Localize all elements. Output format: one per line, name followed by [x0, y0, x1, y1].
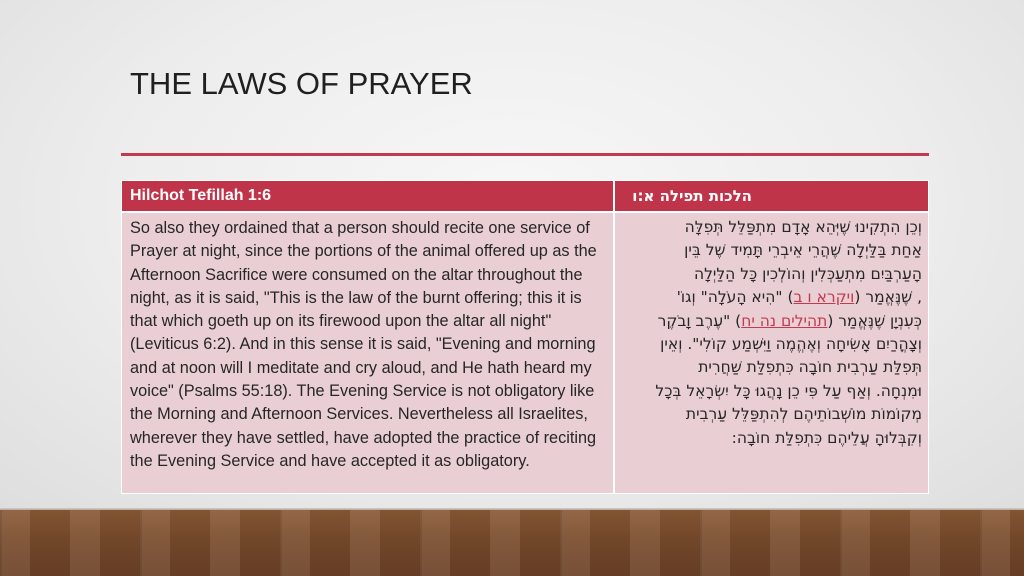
hebrew-line: וְכֵן הִתְקִינוּ שֶׁיְּהֵא אָדָם מִתְפַּלֵּל תְּפִלָּה [684, 218, 922, 236]
hebrew-line: וּמִנְחָה. וְאַף עַל פִּי כֵן נָהֲגוּ כָּל יִשְׂרָאֵל בְּכָל [655, 381, 922, 400]
hebrew-line: וְקִבְּלוּהָ עֲלֵיהֶם כִּתְפִלַּת חוֹבָה: [731, 428, 922, 447]
hebrew-line: אַחַת בַּלַּיְלָה שֶׁהֲרֵי אֵיבְרֵי תָּמִיד שֶׁל בֵּין [684, 241, 922, 260]
hebrew-text: , שֶׁנֶּאֱמַר ( [854, 288, 922, 307]
hebrew-text: ) "הִיא הָעֹלָה" וְגוֹ' [676, 288, 794, 307]
hebrew-line: וְצָהֳרַיִם אָשִׂיחָה וְאֶהֱמֶה וַיִּשְׁמַע קוֹלִי". וְאֵין [660, 335, 922, 354]
english-text-cell: So also they ordained that a person should recite one service of Prayer at night, since the portions of the animal offered up as the Afternoon Sacrifice were consumed on the altar throughout the night, as it is said, "This is the law of the burnt offering; this it is that which goeth up on its firewood upon the altar all night" (Leviticus 6:2). And in this sense it is said, "Evening and morning and at noon will I meditate and cry aloud, and He hath heard my voice" (Psalms 55:18). The Evening Service is not obligatory like the Morning and Afternoon Services. Nevertheless all Israelites, wherever they have settled, have adopted the practice of reciting the Evening Service and have accepted it as obligatory. [130, 219, 597, 470]
table-body-row [122, 211, 928, 493]
hebrew-line [622, 286, 922, 309]
laws-table [121, 180, 929, 494]
hebrew-text: כְּעִנְיָן שֶׁנֶּאֱמַר ( [827, 311, 922, 330]
title-underline-rule [121, 153, 929, 156]
leviticus-reference-link[interactable]: ויקרא ו ב [793, 288, 855, 307]
hebrew-text-cell [622, 216, 922, 450]
slide-title: THE LAWS OF PRAYER [130, 66, 473, 101]
header-hebrew: הלכות תפילה א:ו [632, 187, 752, 205]
psalms-reference-link[interactable]: תהילים נה יח [741, 311, 828, 330]
column-divider [613, 181, 615, 493]
hebrew-line: תְּפִלַּת עַרְבִית חוֹבָה כִּתְפִלַּת שַׁחֲרִית [698, 358, 922, 377]
header-english: Hilchot Tefillah 1:6 [130, 187, 272, 204]
table-header-row [122, 181, 928, 211]
hebrew-line: מְקוֹמוֹת מוֹשְׁבוֹתֵיהֶם לְהִתְפַּלֵּל עַרְבִית [685, 405, 922, 424]
hebrew-line: הָעַרְבַּיִם מִתְעַכְּלִין וְהוֹלְכִין כָּל הַלַּיְלָה [693, 264, 922, 283]
hebrew-text: ) "עֶרֶב וָבֹקֶר [657, 311, 742, 330]
hebrew-line [622, 310, 922, 333]
wood-floor-decoration [0, 510, 1024, 576]
